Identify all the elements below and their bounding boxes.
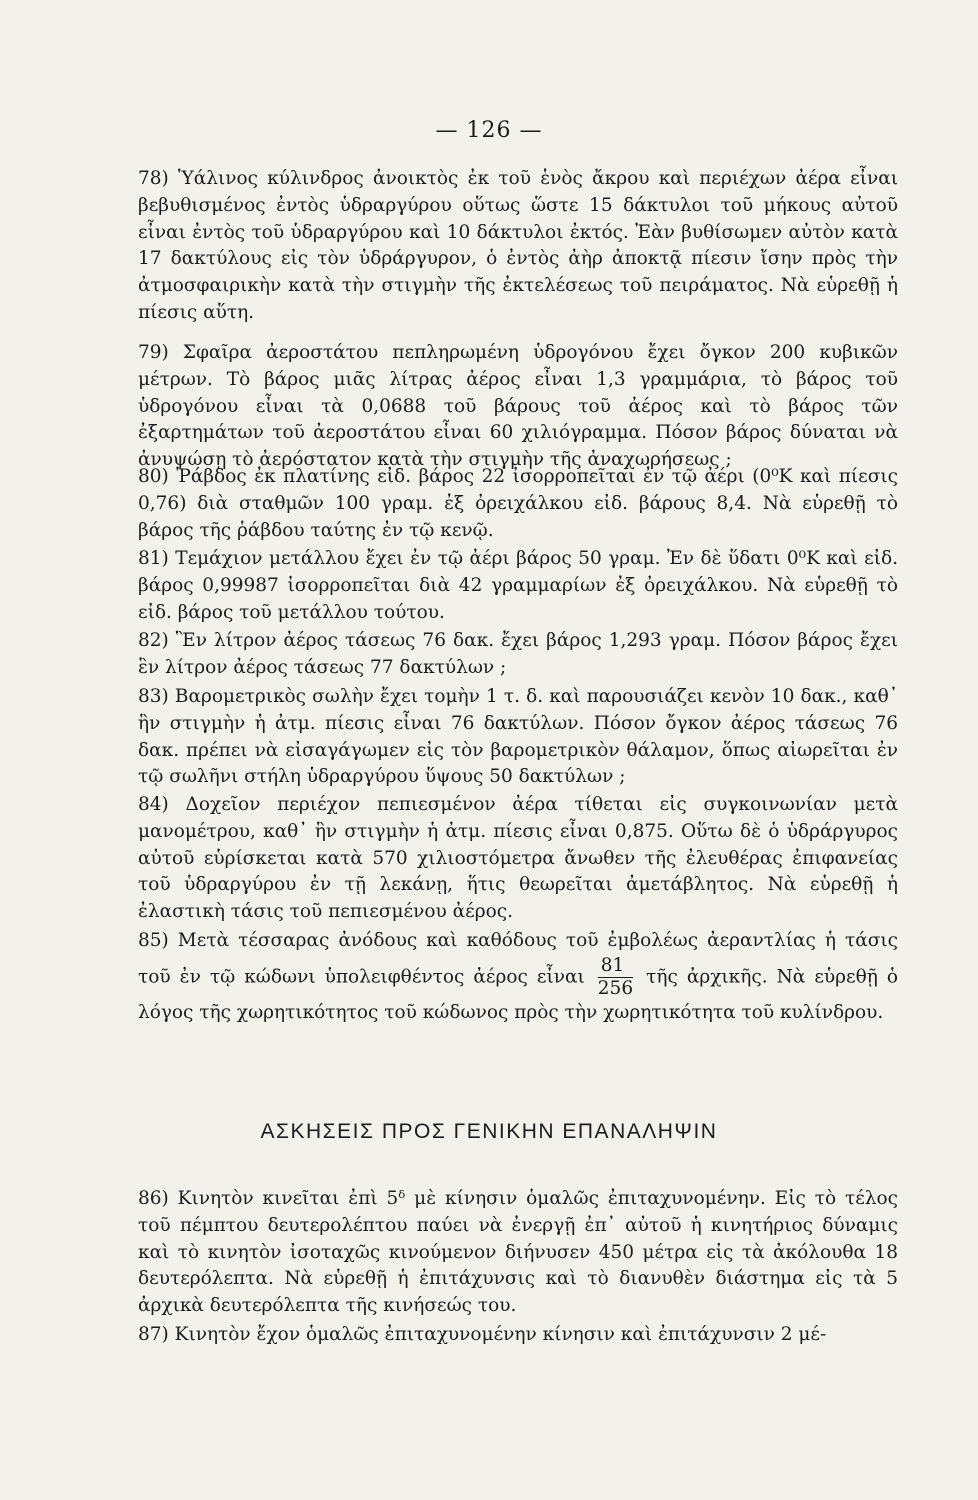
problem-text: 78) Ὑάλινος κύλινδρος ἀνοικτὸς ἐκ τοῦ ἑνὸς ἄκρου καὶ περιέχων ἀέρα εἶναι βεβυθισμένος ἐντὸς ὑδραργύρου οὕτως ὥστε 15 δάκτυλοι τοῦ μήκους αὐτοῦ εἶναι ἐντὸς τοῦ ὑδραργύρου καὶ 10 δάκτυλοι ἐκτός. Ἐὰν βυθίσωμεν αὐτὸν κατὰ 17 δακτύλους εἰς τὸν ὑδράργυρον, ὁ ἐντὸς ἀὴρ ἀποκτᾷ πίεσιν ἴσην πρὸς τὴν ἀτμοσφαιρικὴν κατὰ τὴν στιγμὴν τῆς ἐκτελέσεως τοῦ πειράματος. Νὰ εὑρεθῇ ἡ πίεσις αὕτη. — [138, 168, 898, 323]
fraction-numerator: 81 — [598, 955, 633, 978]
problem-82 — [138, 628, 898, 682]
problem-85-text-b: τῆς ἀρχικῆς. Νὰ εὑρεθῇ ὁ λόγος τῆς χωρητικότητος τοῦ κώδωνος πρὸς τὴν χωρητικότητα τοῦ κυλίνδρου. — [138, 966, 899, 1023]
problem-text: 83) Βαρομετρικὸς σωλὴν ἔχει τομὴν 1 τ. δ. καὶ παρουσιάζει κενὸν 10 δακ., καθ᾽ ἣν στιγμὴν ἡ ἀτμ. πίεσις εἶναι 76 δακτύλων. Πόσον ὄγκον ἀέρος τάσεως 76 δακ. πρέπει νὰ εἰσαγάγωμεν εἰς τὸν βαρομετρικὸν θάλαμον, ὅπως αἰωρεῖται ἐν τῷ σωλῆνι στήλη ὑδραργύρου ὕψους 50 δακτύλων ; — [138, 686, 898, 788]
problem-79 — [138, 340, 898, 474]
problem-80 — [138, 464, 898, 544]
problem-text: 80) Ῥάβδος ἐκ πλατίνης εἰδ. βάρος 22 ἰσορροπεῖται ἐν τῷ ἀέρι (0⁰K καὶ πίεσις 0,76) διὰ σταθμῶν 100 γραμ. ἐξ ὀρειχάλκου εἰδ. βάρους 8,4. Νὰ εὑρεθῇ τὸ βάρος τῆς ῥάβδου ταύτης ἐν τῷ κενῷ. — [138, 466, 898, 541]
problem-text: 82) Ἓν λίτρον ἀέρος τάσεως 76 δακ. ἔχει βάρος 1,293 γραμ. Πόσον βάρος ἔχει ἓν λίτρον ἀέρος τάσεως 77 δακτύλων ; — [138, 630, 898, 678]
problem-text: 86) Κινητὸν κινεῖται ἐπὶ 5ᵟ μὲ κίνησιν ὁμαλῶς ἐπιταχυνομένην. Εἰς τὸ τέλος τοῦ πέμπτου δευτερολέπτου παύει νὰ ἐνεργῇ ἐπ᾽ αὐτοῦ ἡ κινητήριος δύναμις καὶ τὸ κινητὸν ἰσοταχῶς κινούμενον διήνυσεν 450 μέτρα εἰς τὰ ἀκόλουθα 18 δευτερόλεπτα. Νὰ εὑρεθῇ ἡ ἐπιτάχυνσις καὶ τὸ διανυθὲν διάστημα εἰς τὰ 5 ἀρχικὰ δευτερόλεπτα τῆς κινήσεώς του. — [138, 1188, 898, 1317]
problem-text — [138, 928, 898, 1027]
problem-85 — [138, 928, 898, 1027]
problem-87 — [138, 1322, 898, 1349]
problem-text: 84) Δοχεῖον περιέχον πεπιεσμένον ἀέρα τίθεται εἰς συγκοινωνίαν μετὰ μανομέτρου, καθ᾽ ἣν στιγμὴν ἡ ἀτμ. πίεσις εἶναι 0,875. Οὕτω δὲ ὁ ὑδράργυρος αὐτοῦ εὑρίσκεται κατὰ 570 χιλιοστόμετρα ἄνωθεν τῆς ἐλευθέρας ἐπιφανείας τοῦ ὑδραργύρου ἐν τῇ λεκάνῃ, ἥτις θεωρεῖται ἀμετάβλητος. Νὰ εὑρεθῇ ἡ ἐλαστικὴ τάσις τοῦ πεπιεσμένου ἀέρος. — [138, 794, 898, 923]
page-number: — 126 — — [435, 118, 543, 143]
fraction-denominator: 256 — [597, 977, 634, 999]
problem-78 — [138, 166, 898, 327]
problem-86 — [138, 1186, 898, 1320]
fraction — [598, 955, 633, 1000]
problem-85-text-a: 85) Μετὰ τέσσαρας ἀνόδους καὶ καθόδους τοῦ ἐμβολέως ἀεραντλίας ἡ τάσις τοῦ ἐν τῷ κώδωνι ὑπολειφθέντος ἀέρος εἶναι — [138, 930, 898, 988]
problem-81 — [138, 546, 898, 626]
problem-84 — [138, 792, 898, 926]
problem-text: 81) Τεμάχιον μετάλλου ἔχει ἐν τῷ ἀέρι βάρος 50 γραμ. Ἐν δὲ ὕδατι 0⁰K καὶ εἰδ. βάρος 0,99987 ἰσορροπεῖται διὰ 42 γραμμαρίων ἐξ ὀρειχάλκου. Νὰ εὑρεθῇ τὸ εἰδ. βάρος τοῦ μετάλλου τούτου. — [138, 548, 898, 623]
problem-83 — [138, 684, 898, 791]
problem-text: 79) Σφαῖρα ἀεροστάτου πεπληρωμένη ὑδρογόνου ἔχει ὄγκον 200 κυβικῶν μέτρων. Τὸ βάρος μιᾶς λίτρας ἀέρος εἶναι 1,3 γραμμάρια, τὸ βάρος τοῦ ὑδρογόνου εἶναι τὰ 0,0688 τοῦ βάρους τοῦ ἀέρος καὶ τὸ βάρος τῶν ἐξαρτημάτων τοῦ ἀεροστάτου εἶναι 60 χιλιόγραμμα. Πόσον βάρος δύναται νὰ ἀνυψώσῃ τὸ ἀερόστατον κατὰ τὴν στιγμὴν τῆς ἀναχωρήσεως ; — [138, 342, 898, 471]
section-title: ΑΣΚΗΣΕΙΣ ΠΡΟΣ ΓΕΝΙΚΗΝ ΕΠΑΝΑΛΗΨΙΝ — [260, 1120, 718, 1143]
problem-text: 87) Κινητὸν ἔχον ὁμαλῶς ἐπιταχυνομένην κίνησιν καὶ ἐπιτάχυνσιν 2 μέ- — [138, 1324, 827, 1345]
